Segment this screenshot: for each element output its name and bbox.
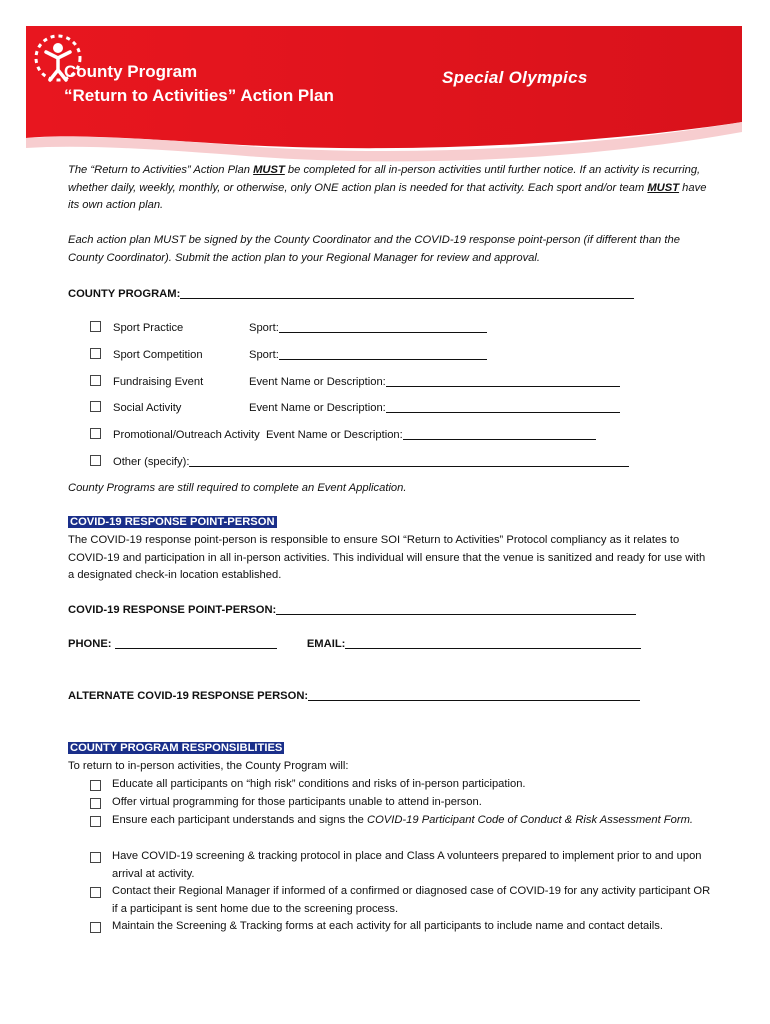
intro-paragraph-1: The “Return to Activities” Action Plan MUST be completed for all in-person activities until further notice. If an activity is recurring, whether daily, weekly, monthly, or otherwise, only ONE action plan is needed for that activity. Each sport and/or team MUST have its own action plan. bbox=[68, 164, 707, 211]
alternate-person-field: ALTERNATE COVID-19 RESPONSE PERSON: bbox=[68, 688, 713, 706]
title-line-2: “Return to Activities” Action Plan bbox=[64, 86, 334, 105]
header-banner bbox=[26, 26, 742, 166]
activity-row-sport-practice: Sport Practice Sport: bbox=[90, 320, 700, 338]
point-person-line[interactable] bbox=[276, 602, 636, 615]
event-line[interactable] bbox=[386, 374, 620, 387]
sport-line[interactable] bbox=[279, 320, 487, 333]
checkbox[interactable] bbox=[90, 798, 101, 809]
document-page: County Program “Return to Activities” Action Plan Special Olympics The “Return to Activities” Action Plan MUST be completed for all in-person activities until further notice. If an activity is recurring, whether daily, weekly, monthly, or otherwise, only ONE action plan is needed for that activity. Each sport and/or team MUST have its own action plan. Each action plan MUST be signed by the County Coordinator and the COVID-19 response point-person (if different than the County Coordinator). Submit the action plan to your Regional Manager for review and approval. COUNTY PROGRAM: Sport Practice Sport: Sport Competition Sport: Fundraising Event Event Name or Description: Social Activity Event Name or Description: Promotional/Outreach Activity Event Name or Description: Other (specify): County Programs are still required to complete an Event Application. COVID-19 RESPONSE POINT-PERSON The COVID-19 response point-person is responsible to ensure SOI “Return to Activities” Protocol compliancy as it relates to COVID-19 and participation in all in-person activities. This individual will ensure that the venue is sanitized and ready for use with a designated check-in location established. COVID-19 RESPONSE POINT-PERSON: PHONE: EMAIL: ALTERNATE COVID-19 RESPONSE PERSON: COUNTY PROGRAM RESPONSIBLITIES To return to in-person activities, the County Program will: Educate all participants on “high risk” conditions and risks of in-person participation. Offer virtual programming for those participants unable to attend in-person. Ensure each participant understands and signs the COVID-19 Participant Code of Conduct & Risk Assessment Form. Have COVID-19 screening & tracking protocol in place and Class A volunteers prepared to implement prior to and upon arrival at activity. Contact their Regional Manager if informed of a confirmed or diagnosed case of COVID-19 for any activity participant OR if a participant is sent home due to the screening process. Maintain the Screening & Tracking forms at each activity for all participants to include name and contact details. bbox=[26, 26, 742, 1016]
checkbox[interactable] bbox=[90, 816, 101, 827]
responsibilities-intro: To return to in-person activities, the County Program will: bbox=[68, 760, 349, 772]
special-olympics-figure-icon bbox=[26, 26, 90, 90]
email-line[interactable] bbox=[345, 636, 641, 649]
document-title bbox=[64, 60, 334, 108]
event-note: County Programs are still required to complete an Event Application. bbox=[68, 482, 407, 494]
phone-line[interactable] bbox=[115, 636, 277, 649]
activity-row-other: Other (specify): bbox=[90, 454, 700, 472]
checkbox[interactable] bbox=[90, 455, 101, 466]
logo-text: Special Olympics bbox=[442, 68, 588, 87]
checkbox[interactable] bbox=[90, 321, 101, 332]
checkbox[interactable] bbox=[90, 428, 101, 439]
checkbox[interactable] bbox=[90, 375, 101, 386]
covid-body: The COVID-19 response point-person is responsible to ensure SOI “Return to Activities” Protocol compliancy as it relates to COVID-19 and participation in all in-person activities. This individual will ensure that the venue is sanitized and ready for use with a designated check-in location established. bbox=[68, 534, 706, 581]
checkbox[interactable] bbox=[90, 922, 101, 933]
activity-row-fundraising: Fundraising Event Event Name or Description: bbox=[90, 374, 700, 392]
county-program-line[interactable] bbox=[180, 286, 634, 299]
activity-row-promotional: Promotional/Outreach Activity Event Name or Description: bbox=[90, 427, 700, 445]
activity-row-sport-competition: Sport Competition Sport: bbox=[90, 347, 700, 365]
checkbox[interactable] bbox=[90, 348, 101, 359]
other-line[interactable] bbox=[189, 454, 629, 467]
intro-paragraph-2: Each action plan MUST be signed by the County Coordinator and the COVID-19 response point-person (if different than the County Coordinator). Submit the action plan to your Regional Manager for review and approval. bbox=[68, 234, 680, 264]
event-line[interactable] bbox=[403, 427, 596, 440]
checkbox[interactable] bbox=[90, 780, 101, 791]
covid-heading: COVID-19 RESPONSE POINT-PERSON bbox=[70, 516, 275, 528]
responsibilities-heading: COUNTY PROGRAM RESPONSIBLITIES bbox=[70, 742, 283, 754]
event-line[interactable] bbox=[386, 400, 620, 413]
title-line-1: County Program bbox=[64, 62, 198, 81]
checkbox[interactable] bbox=[90, 852, 101, 863]
activity-row-social: Social Activity Event Name or Description: bbox=[90, 400, 700, 418]
point-person-field: COVID-19 RESPONSE POINT-PERSON: bbox=[68, 602, 713, 620]
checkbox[interactable] bbox=[90, 887, 101, 898]
sport-line[interactable] bbox=[279, 347, 487, 360]
checkbox[interactable] bbox=[90, 401, 101, 412]
county-program-label: COUNTY PROGRAM: bbox=[68, 288, 181, 300]
alternate-person-line[interactable] bbox=[308, 688, 640, 701]
county-program-field bbox=[68, 286, 713, 304]
phone-email-row: PHONE: EMAIL: bbox=[68, 636, 713, 654]
